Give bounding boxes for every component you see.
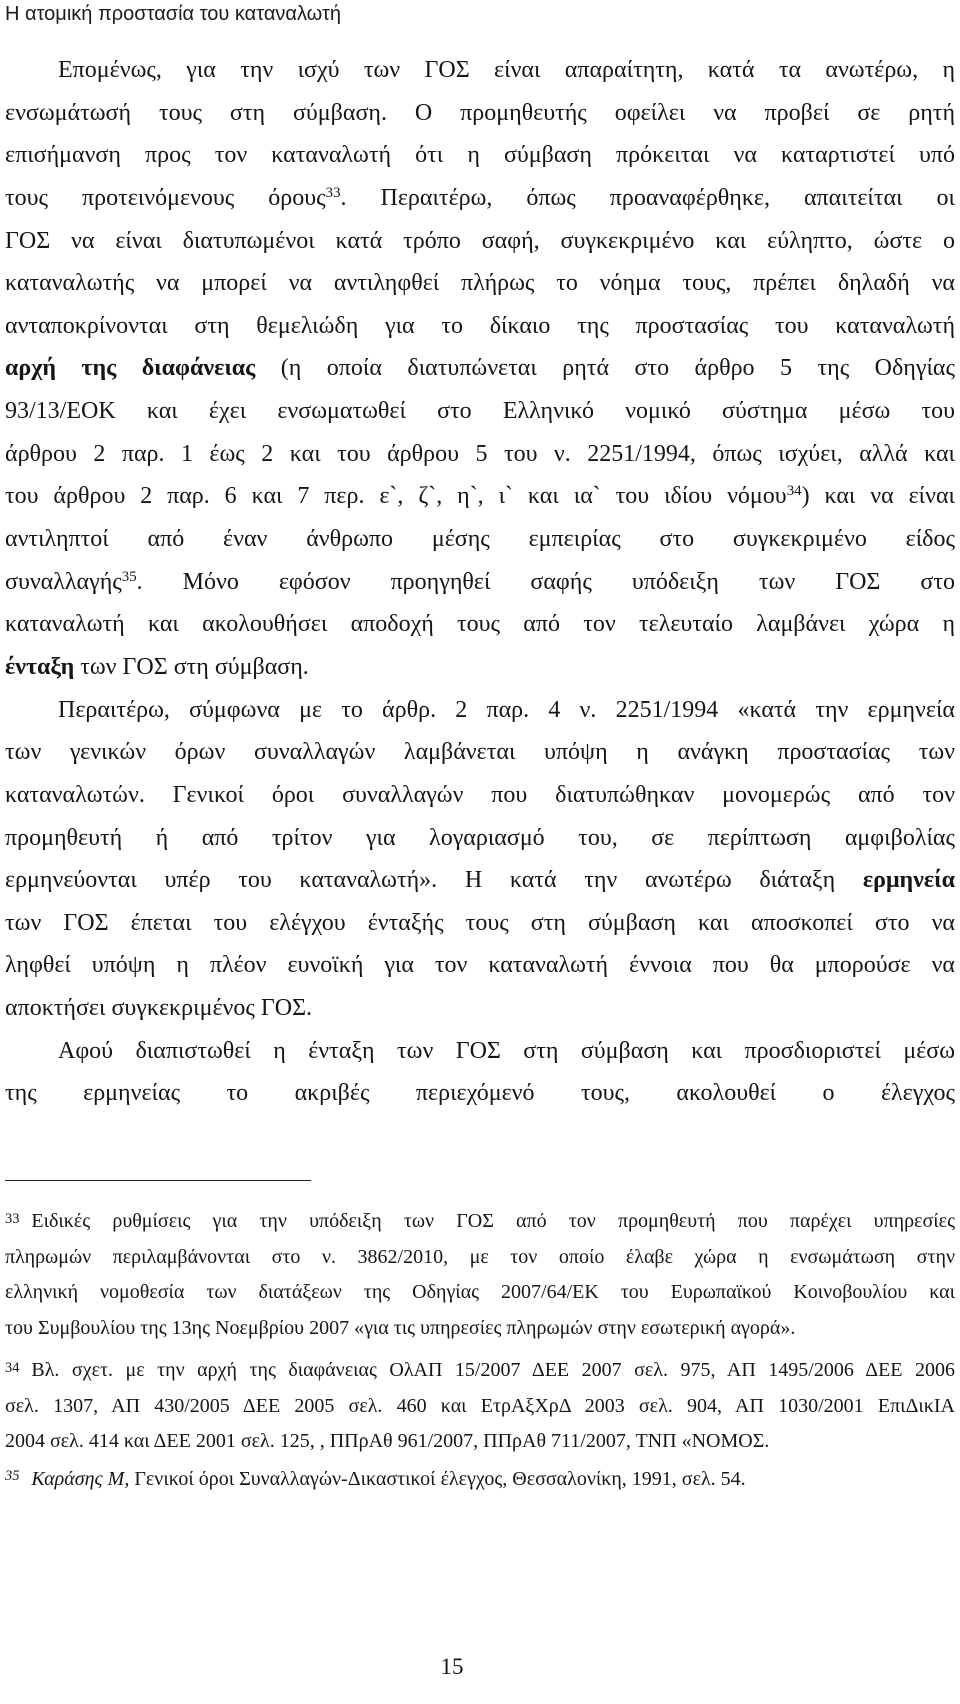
text-run: προμηθευτή ή από τρίτον για λογαριασμό του, σε περίπτωση αμφιβολίας <box>5 824 955 851</box>
text-run: . Μόνο εφόσον προηγηθεί σαφής υπόδειξη των ΓΟΣ στο <box>136 568 955 595</box>
text-run: 2004 σελ. 414 και ΔΕΕ 2001 σελ. 125, , ΠΠρΑθ 961/2007, ΠΠρΑθ 711/2007, ΤΝΠ «ΝΟΜΟΣ. <box>5 1430 770 1452</box>
text-run: Περαιτέρω, σύμφωνα με το άρθρ. 2 παρ. 4 ν. 2251/1994 «κατά την ερμηνεία <box>58 696 955 723</box>
bold-term: αρχή της διαφάνειας <box>5 355 256 382</box>
text-run: άρθρου 2 παρ. 1 έως 2 και του άρθρου 5 του ν. 2251/1994, όπως ισχύει, αλλά και <box>5 440 955 467</box>
text-run: της ερμηνείας το ακριβές περιεχόμενό τους, ακολουθεί ο έλεγχος <box>5 1080 955 1107</box>
text-run: αποκτήσει συγκεκριμένος ΓΟΣ. <box>5 995 313 1022</box>
text-run: ερμηνεύονται υπέρ του καταναλωτή». Η κατά την ανωτέρω διάταξη <box>5 867 863 894</box>
text-line <box>5 1204 955 1240</box>
text-run: αντιληπτοί από έναν άνθρωπο μέσης εμπειρίας στο συγκεκριμένο είδος <box>5 526 955 553</box>
text-run: καταναλωτή και ακολουθήσει αποδοχή τους από τον τελευταίο λαμβάνει χώρα η <box>5 611 955 638</box>
text-run: Αφού διαπιστωθεί η ένταξη των ΓΟΣ στη σύμβαση και προσδιοριστεί μέσω <box>58 1037 955 1064</box>
text-run: καταναλωτών. Γενικοί όροι συναλλαγών που διατυπώθηκαν μονομερώς από τον <box>5 781 955 808</box>
text-line <box>5 262 955 305</box>
text-line <box>5 49 955 92</box>
text-run: επισήμανση προς τον καταναλωτή ότι η σύμβαση πρόκειται να καταρτιστεί υπό <box>5 142 955 169</box>
text-line <box>5 902 955 945</box>
running-header: Η ατομική προστασία του καταναλωτή <box>5 3 342 25</box>
text-run: πληρωμών περιλαμβάνονται στο ν. 3862/2010, με τον οποίο έλαβε χώρα η ενσωμάτωση στην <box>5 1245 955 1268</box>
text-run: , Γενικοί όροι Συναλλαγών-Δικαστικοί έλεγχος, Θεσσαλονίκη, 1991, σελ. 54. <box>124 1467 746 1490</box>
italic-run: Καράσης Μ <box>31 1467 125 1490</box>
bold-term: ερμηνεία <box>862 867 955 894</box>
text-run: του άρθρου 2 παρ. 6 και 7 περ. ε`, ζ`, η`, ι` και ια` του ιδίου νόμου <box>5 483 787 510</box>
text-line <box>5 518 955 561</box>
text-line <box>5 92 955 135</box>
text-run: συναλλαγής <box>5 568 122 595</box>
text-line <box>5 774 955 817</box>
text-line <box>5 1275 955 1311</box>
footnote <box>5 1462 955 1498</box>
text-line <box>5 859 955 902</box>
text-line <box>5 561 955 604</box>
text-line <box>5 603 955 646</box>
body-text <box>5 49 955 1115</box>
text-line <box>5 1030 955 1073</box>
footnote-separator <box>5 1180 311 1181</box>
footnote <box>5 1353 955 1460</box>
page-number: 15 <box>440 1654 464 1679</box>
text-run: τους προτεινόμενους όρους <box>5 184 326 211</box>
text-run: ) και να είναι <box>801 483 955 510</box>
footnote-marker: 33 <box>5 1210 20 1227</box>
text-run: ΓΟΣ να είναι διατυπωμένοι κατά τρόπο σαφή, συγκεκριμένο και εύληπτο, ώστε ο <box>5 227 955 254</box>
text-line <box>5 220 955 263</box>
text-run: Επομένως, για την ισχύ των ΓΟΣ είναι απαραίτητη, κατά τα ανωτέρω, η <box>58 57 955 83</box>
text-run: καταναλωτής να μπορεί να αντιληφθεί πλήρως το νόημα τους, πρέπει δηλαδή να <box>5 270 955 297</box>
text-line <box>5 177 955 220</box>
text-run: σελ. 1307, ΑΠ 430/2005 ΔΕΕ 2005 σελ. 460 και ΕτρΑξΧρΔ 2003 σελ. 904, ΑΠ 1030/2001 ΕπιΔικΙΑ <box>5 1394 955 1417</box>
footnote <box>5 1204 955 1346</box>
text-line <box>5 731 955 774</box>
text-run: Ειδικές ρυθμίσεις για την υπόδειξη των ΓΟΣ από τον προμηθευτή που παρέχει υπηρεσίες <box>31 1210 955 1232</box>
text-run: των γενικών όρων συναλλαγών λαμβάνεται υπόψη η ανάγκη προστασίας των <box>5 739 955 766</box>
text-line <box>5 944 955 987</box>
footnote-reference: 33 <box>325 184 341 201</box>
text-run: Βλ. σχετ. με την αρχή της διαφάνειας ΟλΑΠ 15/2007 ΔΕΕ 2007 σελ. 975, ΑΠ 1495/2006 ΔΕΕ 2006 <box>31 1359 955 1381</box>
text-run: ενσωμάτωσή τους στη σύμβαση. Ο προμηθευτής οφείλει να προβεί σε ρητή <box>5 99 955 126</box>
text-line <box>5 1424 955 1460</box>
text-line <box>5 305 955 348</box>
text-run: του Συμβουλίου της 13ης Νοεμβρίου 2007 «για τις υπηρεσίες πληρωμών στην εσωτερική αγορά». <box>5 1316 796 1339</box>
text-line <box>5 987 955 1030</box>
body-paragraph <box>5 49 955 689</box>
text-line <box>5 134 955 177</box>
footnote-reference: 34 <box>786 483 802 500</box>
footnote-reference: 35 <box>121 568 137 585</box>
text-line <box>5 1240 955 1276</box>
text-run: ληφθεί υπόψη η πλέον ευνοϊκή για τον καταναλωτή έννοια που θα μπορούσε να <box>5 952 955 979</box>
text-line <box>5 433 955 476</box>
text-run: των ΓΟΣ στη σύμβαση. <box>74 653 309 680</box>
text-line <box>5 817 955 860</box>
footnote-marker: 34 <box>5 1359 20 1376</box>
text-line <box>5 1462 955 1498</box>
text-run: (η οποία διατυπώνεται ρητά στο άρθρο 5 της Οδηγίας <box>255 355 955 382</box>
text-run: . Περαιτέρω, όπως προαναφέρθηκε, απαιτείται οι <box>340 184 955 211</box>
text-line <box>5 475 955 518</box>
text-line <box>5 1389 955 1425</box>
body-paragraph <box>5 689 955 1030</box>
footnote-marker: 35 <box>5 1468 20 1485</box>
text-line <box>5 390 955 433</box>
body-paragraph <box>5 1030 955 1115</box>
text-line <box>5 1353 955 1389</box>
text-run: ελληνική νομοθεσία των διατάξεων της Οδηγίας 2007/64/ΕΚ του Ευρωπαϊκού Κοινοβουλίου και <box>5 1281 955 1303</box>
text-run: 93/13/ΕΟΚ και έχει ενσωματωθεί στο Ελληνικό νομικό σύστημα μέσω του <box>5 398 955 425</box>
text-line <box>5 646 955 689</box>
text-line <box>5 1311 955 1347</box>
text-line <box>5 689 955 732</box>
text-line <box>5 347 955 390</box>
text-run: των ΓΟΣ έπεται του ελέγχου ένταξής τους στη σύμβαση και αποσκοπεί στο να <box>5 909 955 936</box>
text-line <box>5 1072 955 1115</box>
text-run: ανταποκρίνονται στη θεμελιώδη για το δίκαιο της προστασίας του καταναλωτή <box>5 312 955 339</box>
bold-term: ένταξη <box>5 653 75 680</box>
footnotes <box>5 1204 955 1497</box>
